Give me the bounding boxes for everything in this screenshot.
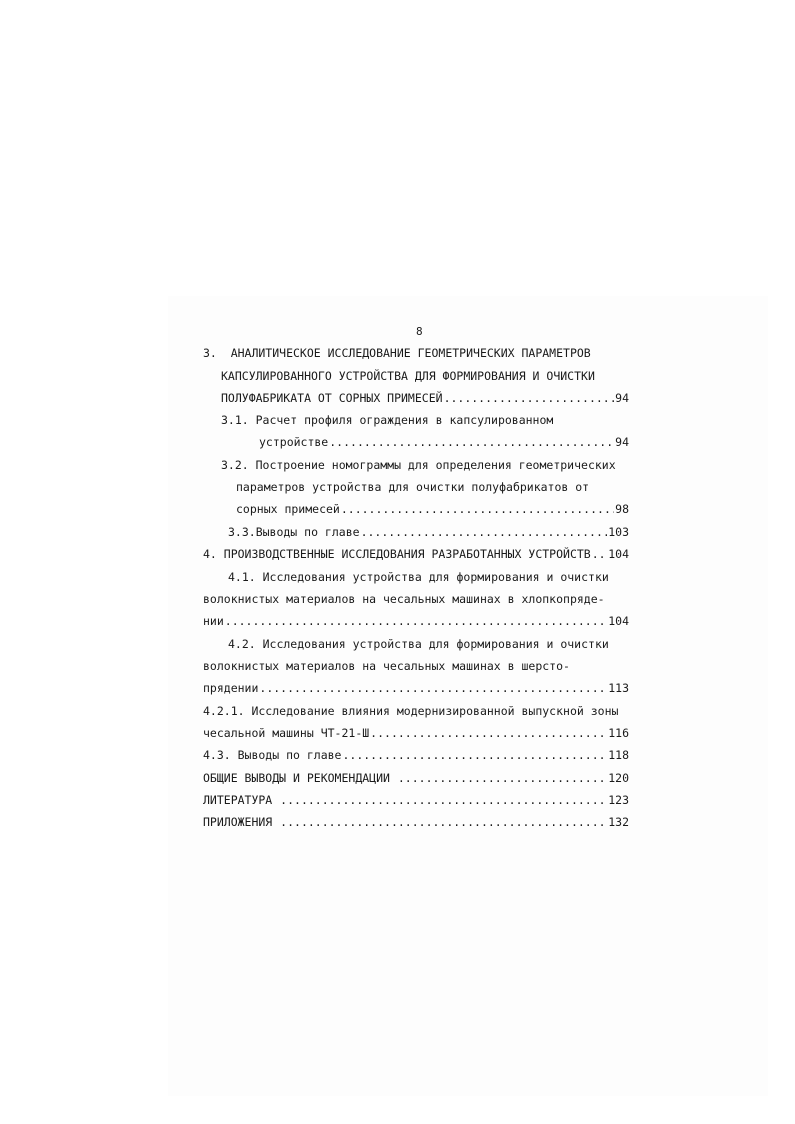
toc-entry-4-3-page: 118 (608, 748, 629, 762)
toc-entry-4-1-line-3 (203, 614, 629, 628)
dot-leader (444, 391, 615, 405)
toc-entry-3-1-page: 94 (615, 435, 629, 449)
toc-entry-3-2-text: сорных примесей (236, 502, 340, 516)
dot-leader (342, 748, 607, 762)
toc-entry-3-2-line-1: 3.2. Построение номограммы для определения геометрических (221, 458, 616, 472)
toc-entry-4-text: 4. ПРОИЗВОДСТВЕННЫЕ ИССЛЕДОВАНИЯ РАЗРАБОТАННЫХ УСТРОЙСТВ (203, 547, 591, 561)
toc-entry-4 (203, 547, 629, 561)
toc-entry-appendices (203, 815, 629, 829)
toc-entry-appendices-text: ПРИЛОЖЕНИЯ (203, 815, 280, 829)
toc-entry-4-2-line-3 (203, 681, 629, 695)
toc-entry-4-1-text: нии (203, 614, 224, 628)
toc-entry-4-2-1-line-2 (203, 726, 629, 740)
toc-entry-literature (203, 793, 629, 807)
toc-entry-4-2-line-1: 4.2. Исследования устройства для формирования и очистки (228, 637, 609, 651)
toc-entry-4-2-1-text: чесальной машины ЧТ-21-Ш (203, 726, 370, 740)
toc-entry-4-3-text: 4.3. Выводы по главе (203, 748, 342, 762)
toc-entry-3-line-3 (221, 391, 629, 405)
toc-entry-4-1-page: 104 (608, 614, 629, 628)
toc-entry-conclusions (203, 771, 629, 785)
dot-leader (370, 726, 607, 740)
page-number: 8 (416, 325, 423, 338)
toc-entry-4-2-page: 113 (608, 681, 629, 695)
toc-entry-conclusions-page: 120 (608, 771, 629, 785)
dot-leader (398, 771, 607, 785)
toc-entry-4-1-line-2: волокнистых материалов на чесальных машинах в хлопкопряде- (203, 592, 605, 606)
toc-entry-3-3 (228, 525, 629, 539)
dot-leader (259, 681, 607, 695)
toc-entry-3-1-text: устройстве (259, 435, 329, 449)
toc-entry-3-2-line-2: параметров устройства для очистки полуфабрикатов от (236, 480, 590, 494)
toc-entry-4-1-line-1: 4.1. Исследования устройства для формирования и очистки (228, 570, 609, 584)
toc-entry-3-2-page: 98 (615, 502, 629, 516)
dot-leader (329, 435, 614, 449)
toc-entry-literature-page: 123 (608, 793, 629, 807)
dot-leader (341, 502, 614, 516)
toc-entry-3-line-2: КАПСУЛИРОВАННОГО УСТРОЙСТВА ДЛЯ ФОРМИРОВАНИЯ И ОЧИСТКИ (221, 369, 595, 383)
toc-entry-3-1-line-1: 3.1. Расчет профиля ограждения в капсулированном (221, 413, 554, 427)
dot-leader (280, 815, 607, 829)
toc-entry-3-3-text: 3.3.Выводы по главе (228, 525, 360, 539)
dot-leader (592, 547, 607, 561)
toc-entry-4-2-1-page: 116 (608, 726, 629, 740)
toc-entry-4-2-1-line-1: 4.2.1. Исследование влияния модернизированной выпускной зоны (203, 704, 619, 718)
toc-entry-4-page: 104 (608, 547, 629, 561)
toc-entry-4-2-text: прядении (203, 681, 259, 695)
toc-entry-3-text: ПОЛУФАБРИКАТА ОТ СОРНЫХ ПРИМЕСЕЙ (221, 391, 443, 405)
dot-leader (280, 793, 607, 807)
toc-entry-3-3-page: 103 (608, 525, 629, 539)
dot-leader (361, 525, 608, 539)
toc-entry-3-1-line-2 (259, 435, 629, 449)
toc-entry-conclusions-text: ОБЩИЕ ВЫВОДЫ И РЕКОМЕНДАЦИИ (203, 771, 397, 785)
toc-entry-3-page: 94 (615, 391, 629, 405)
toc-entry-appendices-page: 132 (608, 815, 629, 829)
toc-entry-4-2-line-2: волокнистых материалов на чесальных машинах в шерсто- (203, 659, 570, 673)
toc-entry-3-2-line-3 (236, 502, 629, 516)
toc-entry-4-3 (203, 748, 629, 762)
toc-entry-literature-text: ЛИТЕРАТУРА (203, 793, 280, 807)
toc-entry-3-line-1: 3. АНАЛИТИЧЕСКОЕ ИССЛЕДОВАНИЕ ГЕОМЕТРИЧЕСКИХ ПАРАМЕТРОВ (203, 346, 591, 360)
dot-leader (225, 614, 607, 628)
